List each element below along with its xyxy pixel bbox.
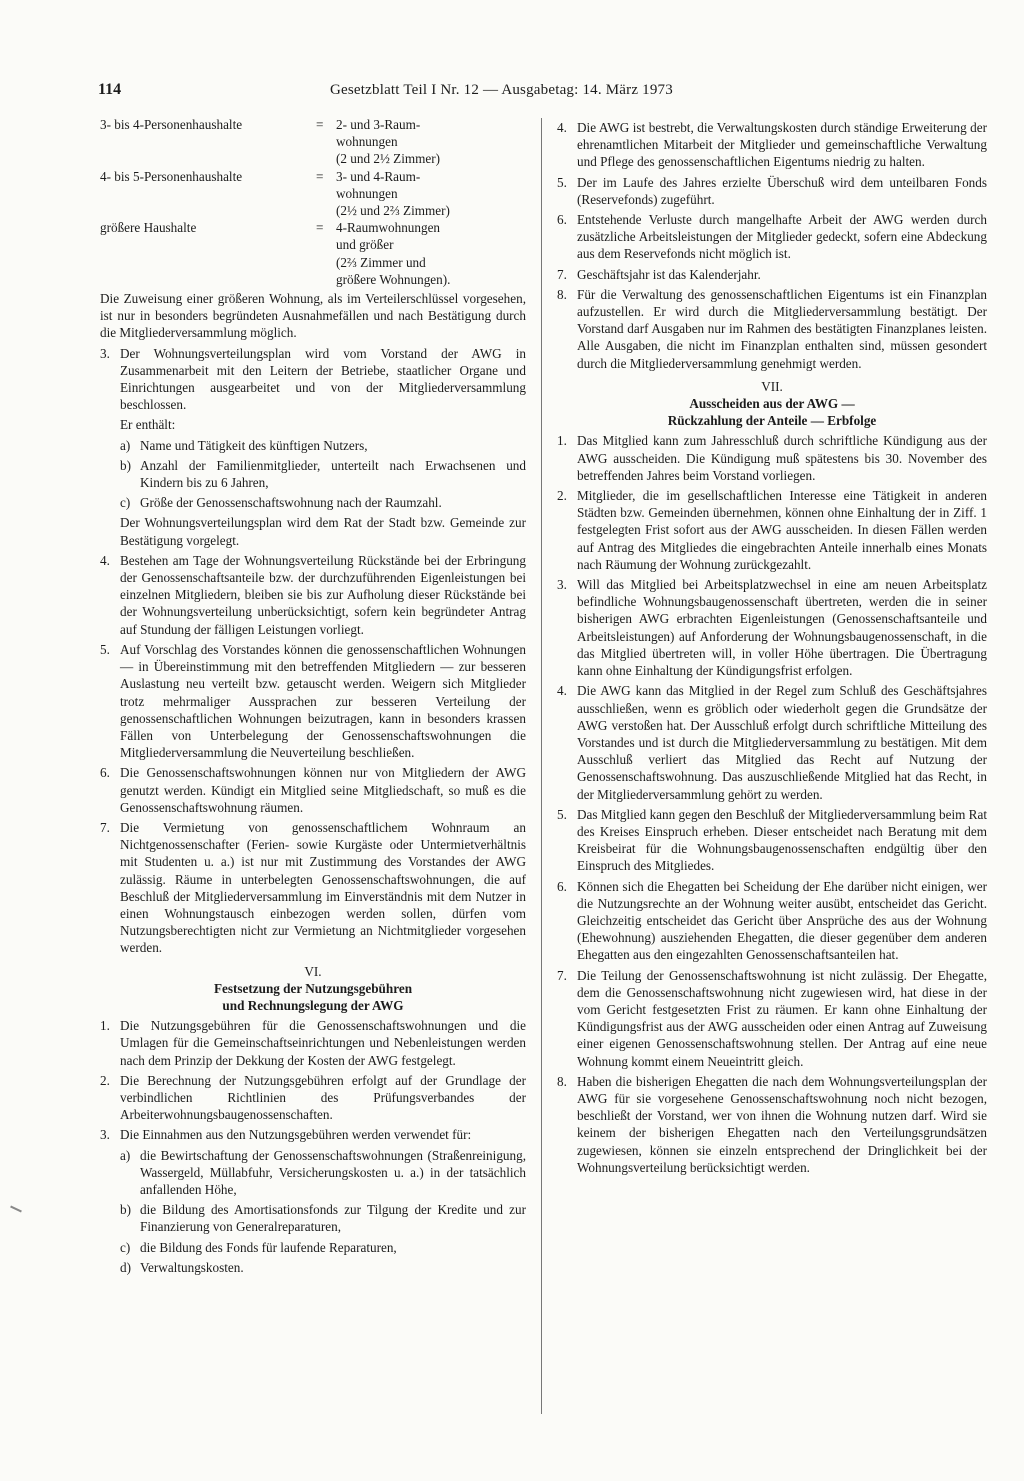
numbered-item: 6. Die Genossenschaftswohnungen können nur von Mitgliedern der AWG genutzt werden. Kündigt ein Mitglied seine Mitgliedschaft, so muß es die Genossenschaftswohnung räumen.	[100, 765, 526, 815]
numbered-item: 3. Will das Mitglied bei Arbeitsplatzwechsel in eine am neuen Arbeitsplatz befindliche Wohnungsbaugenossenschaft übertreten, werden die in seiner bisherigen AWG erbrachten Eigenleistungen (Genossenschaftsanteile und Arbeitsleistungen) auf Anforderung der Wohnungsbaugenossenschaft, in die das Mitglied übertreten will, in voller Höhe übertragen. Die Übertragung kann ohne Einhaltung der Kündigungsfrist erfolgen.	[557, 577, 987, 679]
numbered-item: 5. Auf Vorschlag des Vorstandes können die genossenschaftlichen Wohnungen — in Übereinstimmung mit den betreffenden Mitgliedern — zur besseren Auslastung neu verteilt bzw. getauscht werden. Weigern sich Mitglieder trotz mehrmaliger Aussprachen zur besseren Verteilung der genossenschaftlichen Wohnungen beizutragen, kann in besonders krassen Fällen von Unterbelegung der Genossenschaftswohnungen die Mitgliederversammlung die Neuverteilung beschließen.	[100, 641, 526, 761]
sub-item: a) Name und Tätigkeit des künftigen Nutzers,	[120, 437, 368, 453]
sub-item: c) die Bildung des Fonds für laufende Reparaturen,	[120, 1239, 397, 1255]
numbered-item: 2. Mitglieder, die im gesellschaftlichen Interesse eine Tätigkeit in anderen Städten bzw. Gemeinden übernehmen, können ohne Einhaltung der in Ziff. 1 festgelegten Frist sofort aus der AWG ausscheiden. In diesen Fällen werden auf Antrag des Mitgliedes die eingebrachten Anteile innerhalb eines Monats nach Räumung der Wohnung zurückgezahlt.	[557, 488, 987, 572]
page-number: 114	[98, 81, 122, 98]
numbered-item: 7. Die Teilung der Genossenschaftswohnung ist nicht zulässig. Der Ehegatte, dem die Genossenschaftswohnung nicht zugewiesen wird, hat diese in der vom Gericht festgesetzten Frist zu räumen. Er kann ohne Einhaltung der Kündigungsfrist aus der AWG ausscheiden oder einen Antrag auf Zuweisung einer eigenen Genossenschaftswohnung stellen. Der Antrag auf eine neue Wohnung kommt einem Neueintritt gleich.	[557, 967, 987, 1069]
numbered-item: 4. Bestehen am Tage der Wohnungsverteilung Rückstände bei der Erbringung der Genossenschaftsanteile bzw. der durchzuführenden Eigenleistungen bei einzelnen Mitgliedern, bleiben sie bis zur Aufholung dieser Rückstände bei der Wohnungsverteilung unberücksichtigt, sofern kein begründeter Antrag auf Stundung der fälligen Leistungen vorliegt.	[100, 552, 526, 637]
numbered-item: 6. Entstehende Verluste durch mangelhafte Arbeit der AWG werden durch zusätzliche Arbeitsleistungen der Mitglieder gedeckt, sofern eine Abdeckung aus dem Reservefonds nicht möglich ist.	[557, 212, 987, 262]
numbered-item: 1. Die Nutzungsgebühren für die Genossenschaftswohnungen und die Umlagen für die Gemeinschaftseinrichtungen und Nebenleistungen werden nach dem Prinzip der Dekkung der Kosten der AWG festgelegt.	[100, 1018, 526, 1068]
numbered-item: 6. Können sich die Ehegatten bei Scheidung der Ehe darüber nicht einigen, wer die Nutzungsrechte an der Wohnung weiter ausübt, entscheidet das Gericht. Gleichzeitig entscheidet das Gericht über Ansprüche des aus der Wohnung (Ehewohnung) ausziehenden Ehegatten, die dieser gegenüber dem anderen Ehegatten aus den eingezahlten Genossenschaftsanteilen hat.	[557, 878, 987, 963]
left-column	[100, 116, 526, 1279]
paragraph: Er enthält:	[120, 417, 176, 433]
section-heading: VI. Festsetzung der Nutzungsgebühren und Rechnungslegung der AWG	[213, 963, 413, 1013]
section-heading: VII. Ausscheiden aus der AWG — Rückzahlung der Anteile — Erbfolge	[667, 378, 877, 429]
numbered-item: 4. Die AWG ist bestrebt, die Verwaltungskosten durch ständige Erweiterung der ehrenamtlichen Mitarbeit der Mitglieder und gemeinschaftliche Verwaltung und Pflege des genossenschaftlichen Eigentums niedrig zu halten.	[557, 120, 987, 170]
column-divider	[541, 118, 542, 1414]
numbered-item: 5. Das Mitglied kann gegen den Beschluß der Mitgliederversammlung beim Rat des Kreises Einspruch erheben. Dieser entscheidet nach Beratung mit dem Kreisbeirat für die Wohnungsbaugenossenschaften endgültig über den Einspruch des Mitgliedes.	[557, 806, 987, 874]
gazette-title: Gesetzblatt Teil I Nr. 12 — Ausgabetag: 14. März 1973	[330, 82, 673, 98]
sub-item: c) Größe der Genossenschaftswohnung nach der Raumzahl.	[120, 495, 442, 511]
right-column	[557, 116, 987, 1179]
page-header	[98, 80, 918, 104]
numbered-item: 1. Das Mitglied kann zum Jahresschluß durch schriftliche Kündigung aus der AWG ausscheiden. Die Kündigung muß spätestens bis 30. November des betreffenden Jahres beim Vorstand vorliegen.	[557, 433, 987, 483]
numbered-item: 8. Haben die bisherigen Ehegatten die nach dem Wohnungsverteilungsplan der AWG für sie vorgesehene Genossenschaftswohnung noch nicht bezogen, beschließt der Vorstand, wer von ihnen die Wohnung nutzen darf. Wird sie keinem der bisherigen Ehegatten nach den Verteilungsgrundsätzen zugewiesen, können sie einzeln entsprechend der Dringlichkeit bei der Wohnungsverteilung berücksichtigt werden.	[557, 1073, 987, 1175]
margin-mark	[10, 1206, 22, 1213]
numbered-item: 7. Geschäftsjahr ist das Kalenderjahr.	[557, 266, 761, 282]
paragraph: Der Wohnungsverteilungsplan wird dem Rat der Stadt bzw. Gemeinde zur Bestätigung vorgelegt.	[120, 515, 526, 548]
numbered-item: 3. Die Einnahmen aus den Nutzungsgebühren werden verwendet für:	[100, 1127, 472, 1143]
numbered-item: 7. Die Vermietung von genossenschaftlichem Wohnraum an Nichtgenossenschafter (Ferien- sowie Kurgäste oder Untermietverhältnis mit Studenten u. a.) ist nur mit Zustimmung des Vorstandes der AWG zulässig. Räume in unterbelegten Genossenschaftswohnungen, die auf Beschluß der Mitgliederversammlung im Einverständnis mit dem Nutzer in einen Wohnungstausch einbezogen werden sollen, dürfen vom Nutzungsberechtigten nicht zur Vermietung an Nichtmitglieder vorgesehen werden.	[100, 819, 526, 956]
numbered-item: 3. Der Wohnungsverteilungsplan wird vom Vorstand der AWG in Zusammenarbeit mit den Leitern der Betriebe, staatlicher Organe und Einrichtungen ausgearbeitet und von der Mitgliederversammlung beschlossen.	[100, 345, 526, 413]
sub-item: b) die Bildung des Amortisationsfonds zur Tilgung der Kredite und zur Finanzierung von Generalreparaturen,	[120, 1202, 526, 1235]
numbered-item: 8. Für die Verwaltung des genossenschaftlichen Eigentums ist ein Finanzplan aufzustellen. Er wird durch die Mitgliederversammlung bestätigt. Der Vorstand darf Ausgaben nur im Rahmen des bestätigten Finanzplanes leisten. Alle Ausgaben, die nicht im Finanzplan enthalten sind, müssen gesondert durch die Mitgliederversammlung genehmigt werden.	[557, 286, 987, 371]
household-row: 3- bis 4-Personenhaushalte = 2- und 3-Raum- wohnungen (2 und 2½ Zimmer)	[100, 117, 441, 167]
numbered-item: 5. Der im Laufe des Jahres erzielte Überschuß wird dem unteilbaren Fonds (Reservefonds) zugeführt.	[557, 174, 987, 207]
household-row: größere Haushalte = 4-Raumwohnungen und größer (2⅔ Zimmer und größere Wohnungen).	[100, 220, 451, 287]
paragraph: Die Zuweisung einer größeren Wohnung, als im Verteilerschlüssel vorgesehen, ist nur in besonders begründeten Ausnahmefällen und nach Bestätigung durch die Mitgliederversammlung möglich.	[100, 291, 526, 341]
numbered-item: 2. Die Berechnung der Nutzungsgebühren erfolgt auf der Grundlage der verbindlichen Richtlinien des Prüfungsverbandes der Arbeiterwohnungsbaugenossenschaften.	[100, 1072, 526, 1123]
sub-item: d) Verwaltungskosten.	[120, 1259, 244, 1275]
numbered-item: 4. Die AWG kann das Mitglied in der Regel zum Schluß des Geschäftsjahres ausschließen, wenn es gröblich oder wiederholt gegen die Grundsätze der AWG verstoßen hat. Der Ausschluß erfolgt durch schriftliche Mitteilung des Vorstandes und ist durch die Mitgliederversammlung zu bestätigen. Mit dem Ausschluß verliert das Mitglied das Recht auf Nutzung der Genossenschaftswohnung. Das auszuschließende Mitglied hat das Recht, in der Mitgliederversammlung gehört zu werden.	[557, 683, 987, 802]
sub-item: b) Anzahl der Familienmitglieder, unterteilt nach Erwachsenen und Kindern bis zu 6 Jahren,	[120, 457, 526, 491]
household-row: 4- bis 5-Personenhaushalte = 3- und 4-Raum- wohnungen (2½ und 2⅔ Zimmer)	[100, 168, 450, 219]
sub-item: a) die Bewirtschaftung der Genossenschaftswohnungen (Straßenreinigung, Wassergeld, Müllabfuhr, Versicherungskosten u. a.) in der tatsächlich anfallenden Höhe,	[120, 1147, 526, 1197]
